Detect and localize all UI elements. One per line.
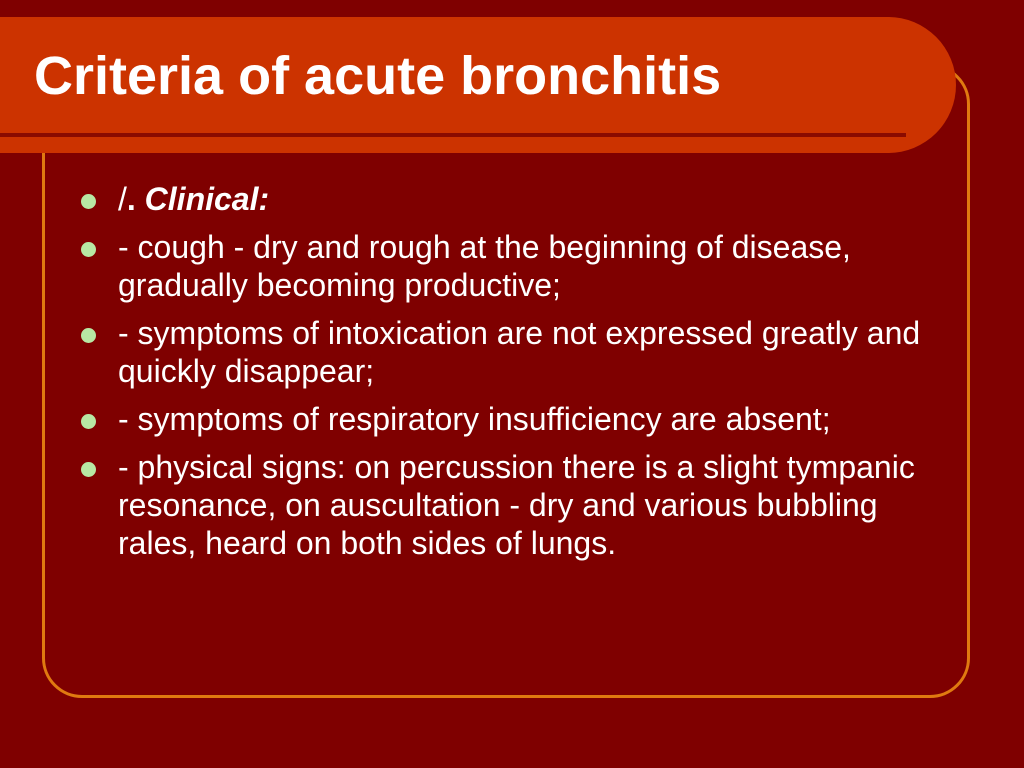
bullet-item-intoxication [78,314,928,390]
bullet-dot-icon [81,194,96,209]
bullet-item-cough [78,228,928,304]
title-underline [0,133,906,137]
bullet-dot-icon [81,328,96,343]
bullet-dot-icon [81,462,96,477]
bullet-dot-icon [81,414,96,429]
bullet-item-respiratory [78,400,928,438]
bullet-item-physical-signs [78,448,928,562]
bullet-text: - physical signs: on percussion there is a slight tympanic resonance, on auscultation - dry and various bubbling rales, heard on both sides of lungs. [118,449,915,561]
slide-title: Criteria of acute bronchitis [34,46,722,106]
heading-label: Clinical: [135,181,270,217]
bullet-item-clinical-heading [78,180,928,218]
bullet-list [78,180,928,572]
heading-prefix: / [118,181,127,217]
heading-dot: . [126,181,136,217]
bullet-text: - symptoms of respiratory insufficiency are absent; [118,401,831,437]
bullet-dot-icon [81,242,96,257]
bullet-text: - symptoms of intoxication are not expressed greatly and quickly disappear; [118,315,921,389]
bullet-text: - cough - dry and rough at the beginning of disease, gradually becoming productive; [118,229,851,303]
